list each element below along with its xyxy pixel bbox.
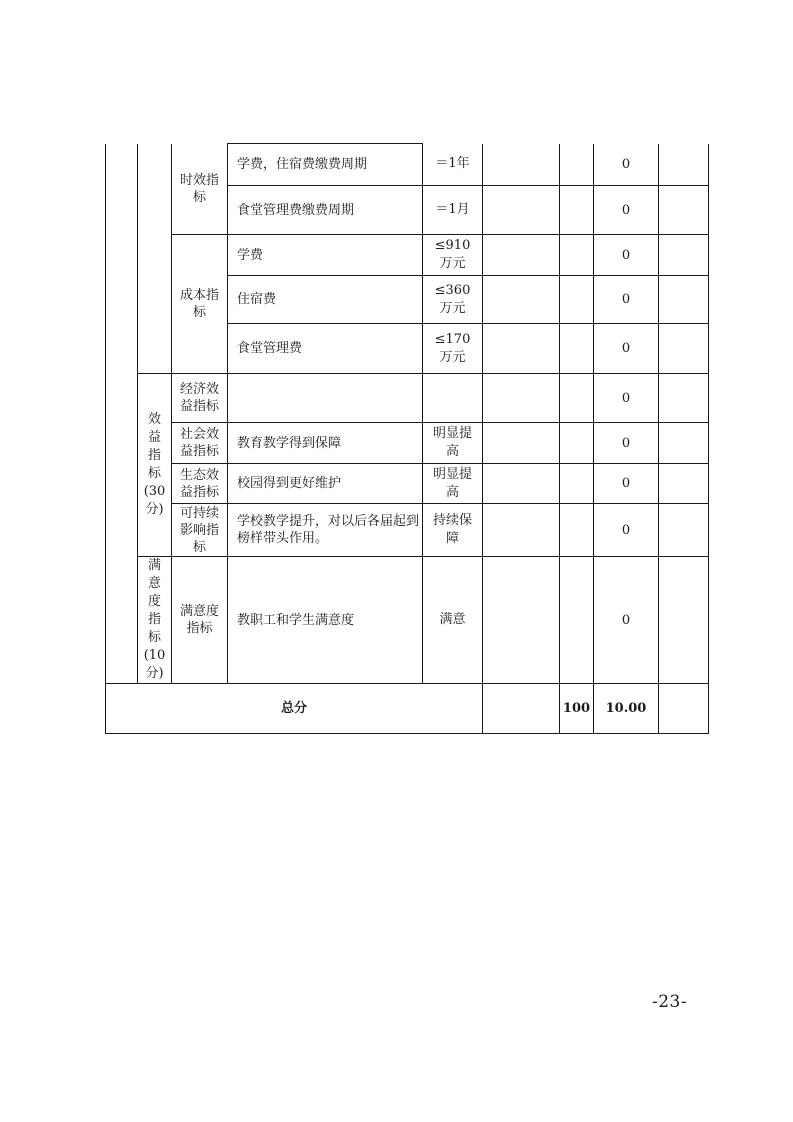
remark-cell [659, 235, 709, 276]
indicator-item-cell: 教职工和学生满意度 [228, 557, 423, 684]
remark-cell [659, 186, 709, 235]
total-weight-cell: 100 [560, 684, 594, 734]
weight-cell [560, 374, 594, 423]
target-value-cell: 明显提高 [423, 423, 483, 464]
weight-cell [560, 235, 594, 276]
indicator-item-cell: 学校教学提升，对以后各届起到榜样带头作用。 [228, 504, 423, 557]
actual-value-cell [483, 423, 560, 464]
remark-cell [659, 423, 709, 464]
indicator-item-cell: 食堂管理费 [228, 324, 423, 374]
actual-value-cell [483, 276, 560, 324]
level3-indicator-cell: 经济效益指标 [172, 374, 228, 423]
target-value-cell: ≤910万元 [423, 235, 483, 276]
total-score-cell: 10.00 [594, 684, 659, 734]
level2-indicator-cell-output [138, 144, 172, 374]
actual-value-cell [483, 235, 560, 276]
total-remark-cell [659, 684, 709, 734]
remark-cell [659, 504, 709, 557]
level3-indicator-cell: 时效指标 [172, 144, 228, 235]
target-value-cell [423, 374, 483, 423]
page-number: -23- [652, 992, 688, 1012]
actual-value-cell [483, 464, 560, 504]
weight-cell [560, 464, 594, 504]
level3-indicator-cell: 成本指标 [172, 235, 228, 374]
score-cell: 0 [594, 423, 659, 464]
level1-indicator-cell [106, 144, 138, 684]
indicator-item-cell: 住宿费 [228, 276, 423, 324]
remark-cell [659, 144, 709, 186]
score-cell: 0 [594, 276, 659, 324]
score-cell: 0 [594, 144, 659, 186]
total-row [106, 684, 709, 734]
score-cell: 0 [594, 557, 659, 684]
total-label-cell: 总分 [106, 684, 483, 734]
target-value-cell: 持续保障 [423, 504, 483, 557]
indicator-item-cell: 校园得到更好维护 [228, 464, 423, 504]
score-cell: 0 [594, 504, 659, 557]
table-row [106, 144, 709, 186]
weight-cell [560, 186, 594, 235]
score-cell: 0 [594, 324, 659, 374]
score-cell: 0 [594, 374, 659, 423]
level3-indicator-cell: 生态效益指标 [172, 464, 228, 504]
remark-cell [659, 464, 709, 504]
target-value-cell: 满意 [423, 557, 483, 684]
target-value-cell: ≤170万元 [423, 324, 483, 374]
table-row [106, 423, 709, 464]
indicator-item-cell: 教育教学得到保障 [228, 423, 423, 464]
weight-cell [560, 423, 594, 464]
target-value-cell: 明显提高 [423, 464, 483, 504]
weight-cell [560, 276, 594, 324]
remark-cell [659, 324, 709, 374]
table-row [106, 504, 709, 557]
target-value-cell: ≤360万元 [423, 276, 483, 324]
score-cell: 0 [594, 464, 659, 504]
weight-cell [560, 557, 594, 684]
weight-cell [560, 144, 594, 186]
indicator-item-cell: 食堂管理费缴费周期 [228, 186, 423, 235]
actual-value-cell [483, 557, 560, 684]
target-value-cell: ＝1月 [423, 186, 483, 235]
level2-indicator-cell-benefit: 效益指标(30分) [138, 374, 172, 557]
weight-cell [560, 504, 594, 557]
table-row [106, 464, 709, 504]
level3-indicator-cell: 可持续影响指标 [172, 504, 228, 557]
remark-cell [659, 276, 709, 324]
performance-indicator-table [105, 143, 709, 734]
indicator-item-cell [228, 374, 423, 423]
actual-value-cell [483, 144, 560, 186]
table-row [106, 374, 709, 423]
remark-cell [659, 557, 709, 684]
weight-cell [560, 324, 594, 374]
target-value-cell: ＝1年 [423, 144, 483, 186]
actual-value-cell [483, 324, 560, 374]
indicator-item-cell: 学费，住宿费缴费周期 [228, 144, 423, 186]
level3-indicator-cell: 社会效益指标 [172, 423, 228, 464]
level3-indicator-cell: 满意度指标 [172, 557, 228, 684]
total-actual-cell [483, 684, 560, 734]
score-cell: 0 [594, 186, 659, 235]
table-row [106, 557, 709, 684]
actual-value-cell [483, 374, 560, 423]
indicator-item-cell: 学费 [228, 235, 423, 276]
level2-indicator-cell-satisfaction: 满意度指标(10分) [138, 557, 172, 684]
actual-value-cell [483, 504, 560, 557]
table-row [106, 235, 709, 276]
actual-value-cell [483, 186, 560, 235]
remark-cell [659, 374, 709, 423]
score-cell: 0 [594, 235, 659, 276]
